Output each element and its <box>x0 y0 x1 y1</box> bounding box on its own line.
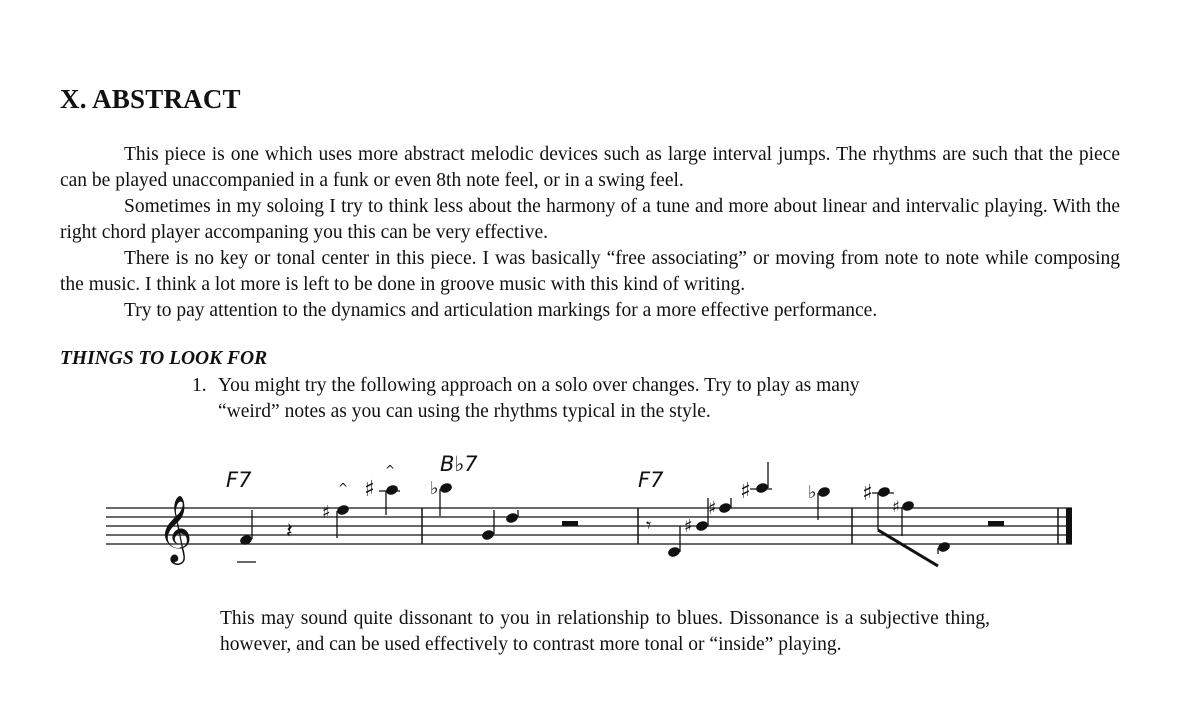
section-heading: X. ABSTRACT <box>60 84 241 114</box>
music-example <box>100 440 1080 580</box>
chord-symbol: B♭7 <box>440 452 478 476</box>
things-to-look-for-heading: THINGS TO LOOK FOR <box>60 348 268 369</box>
svg-text:^: ^ <box>385 463 396 477</box>
list-item-text-line1: You might try the following approach on a solo over changes. Try to play as many <box>218 375 860 396</box>
svg-text:♭: ♭ <box>430 478 439 499</box>
svg-text:♯: ♯ <box>708 498 717 519</box>
chord-symbol: F7 <box>638 468 664 492</box>
list-item-text-line2: “weird” notes as you can using the rhythms typical in the style. <box>218 401 711 422</box>
paragraph: Sometimes in my soloing I try to think less about the harmony of a tune and more about linear and intervalic playing. With the right chord player accompaning you this can be very effective. <box>60 196 1120 243</box>
list-item-number: 1. <box>192 375 207 396</box>
svg-text:♯: ♯ <box>892 497 900 516</box>
paragraph: Try to pay attention to the dynamics and articulation markings for a more effective performance. <box>124 300 878 321</box>
music-staff <box>100 440 1080 580</box>
svg-text:𝄾: 𝄾 <box>646 513 652 537</box>
svg-text:♯: ♯ <box>862 481 873 506</box>
svg-text:𝄞: 𝄞 <box>158 494 193 562</box>
svg-text:♯: ♯ <box>684 516 693 537</box>
svg-text:^: ^ <box>338 481 349 495</box>
svg-text:♯: ♯ <box>364 477 375 502</box>
closing-paragraph: This may sound quite dissonant to you in relationship to blues. Dissonance is a subjective thing, however, and can be used effectively to contrast more tonal or “inside” playing. <box>220 608 990 655</box>
svg-text:♯: ♯ <box>322 502 331 523</box>
list-item <box>192 373 992 425</box>
svg-text:♭: ♭ <box>808 482 817 503</box>
paragraph: There is no key or tonal center in this piece. I was basically “free associating” or moving from note to note while composing the music. I think a lot more is left to be done in groove music with this kind of writing. <box>60 248 1120 295</box>
body-paragraphs <box>60 142 1120 324</box>
paragraph: This piece is one which uses more abstract melodic devices such as large interval jumps. The rhythms are such that the piece can be played unaccompanied in a funk or even 8th note feel, or in a swing feel. <box>60 144 1120 191</box>
chord-symbol: F7 <box>226 468 252 492</box>
svg-text:𝄽: 𝄽 <box>286 519 293 544</box>
svg-text:♯: ♯ <box>740 479 751 504</box>
